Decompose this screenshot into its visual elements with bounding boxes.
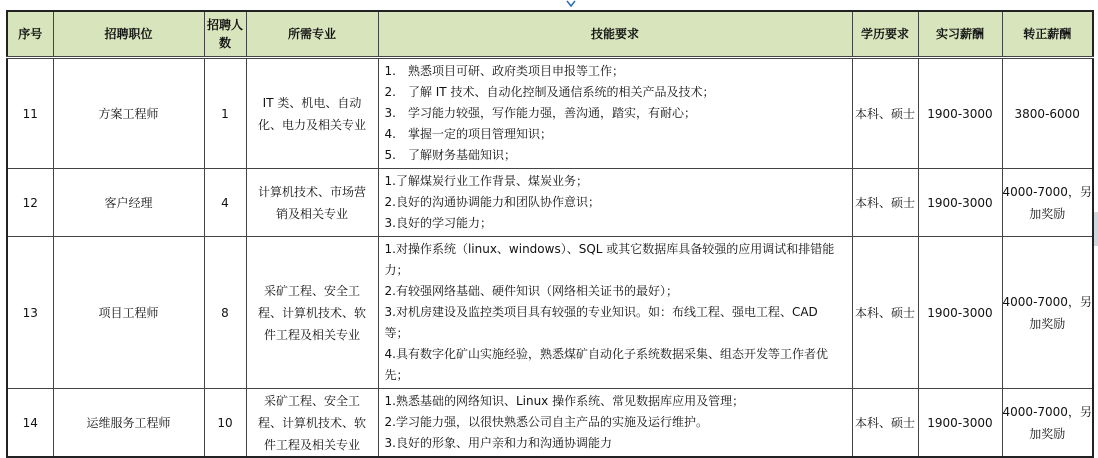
cell-count: 10: [204, 389, 246, 458]
cell-intern-salary: 1900-3000: [918, 58, 1002, 169]
header-count: 招聘人数: [204, 11, 246, 58]
skill-line: 1.了解煤炭行业工作背景、煤炭业务；: [384, 174, 588, 188]
cell-seq: 13: [7, 237, 53, 389]
header-skills: 技能要求: [378, 11, 852, 58]
cell-skills: [378, 169, 852, 237]
skill-line: 1.对操作系统（linux、windows）、SQL 或其它数据库具备较强的应用调试和排错能力；: [384, 242, 835, 277]
cell-seq: 12: [7, 169, 53, 237]
recruitment-table-container: [6, 10, 1094, 458]
skill-line: 2.学习能力强，以很快熟悉公司自主产品的实施及运行维护。: [384, 415, 708, 429]
cell-seq: 14: [7, 389, 53, 458]
cell-count: 8: [204, 237, 246, 389]
skill-line: 3. 学习能力较强，写作能力强，善沟通，踏实，有耐心；: [384, 106, 696, 120]
cell-count: 4: [204, 169, 246, 237]
cell-skills: [378, 58, 852, 169]
skill-line: 2.良好的沟通协调能力和团队协作意识；: [384, 195, 600, 209]
cell-education: 本科、硕士: [852, 237, 918, 389]
skill-line: 3.良好的学习能力；: [384, 216, 492, 230]
cell-regular-salary: 4000-7000，另加奖励: [1002, 237, 1093, 389]
cell-intern-salary: 1900-3000: [918, 389, 1002, 458]
skill-line: 2.有较强网络基础、硬件知识（网络相关证书的最好）；: [384, 284, 678, 298]
table-row: [7, 169, 1093, 237]
skill-line: 4. 掌握一定的项目管理知识；: [384, 127, 552, 141]
header-row: [7, 11, 1093, 58]
header-regular-salary: 转正薪酬: [1002, 11, 1093, 58]
header-intern-salary: 实习薪酬: [918, 11, 1002, 58]
header-seq: 序号: [7, 11, 53, 58]
skill-line: 1.熟悉基础的网络知识、Linux 操作系统、常见数据库应用及管理；: [384, 394, 745, 408]
cell-education: 本科、硕士: [852, 389, 918, 458]
cell-major: 采矿工程、安全工程、计算机技术、软件工程及相关专业: [246, 237, 378, 389]
skill-line: 4.具有数字化矿山实施经验，熟悉煤矿自动化子系统数据采集、组态开发等工作者优先；: [384, 347, 828, 382]
cell-position: 运维服务工程师: [53, 389, 204, 458]
skill-line: 3.对机房建设及监控类项目具有较强的专业知识。如：布线工程、强电工程、CAD 等；: [384, 305, 818, 340]
cell-regular-salary: 4000-7000，另加奖励: [1002, 169, 1093, 237]
cell-major: IT 类、机电、自动化、电力及相关专业: [246, 58, 378, 169]
cell-intern-salary: 1900-3000: [918, 169, 1002, 237]
cell-position: 方案工程师: [53, 58, 204, 169]
cell-regular-salary: 4000-7000，另加奖励: [1002, 389, 1093, 458]
cell-major: 采矿工程、安全工程、计算机技术、软件工程及相关专业: [246, 389, 378, 458]
cell-intern-salary: 1900-3000: [918, 237, 1002, 389]
table-row: [7, 58, 1093, 169]
header-position: 招聘职位: [53, 11, 204, 58]
header-major: 所需专业: [246, 11, 378, 58]
scroll-caret-icon: [566, 0, 576, 8]
table-row: [7, 389, 1093, 458]
header-education: 学历要求: [852, 11, 918, 58]
cell-position: 客户经理: [53, 169, 204, 237]
cell-major: 计算机技术、市场营销及相关专业: [246, 169, 378, 237]
cell-seq: 11: [7, 58, 53, 169]
skill-line: 5. 了解财务基础知识；: [384, 148, 516, 162]
table-row: [7, 237, 1093, 389]
cell-position: 项目工程师: [53, 237, 204, 389]
cell-education: 本科、硕士: [852, 169, 918, 237]
skill-line: 1. 熟悉项目可研、政府类项目申报等工作；: [384, 64, 624, 78]
cell-skills: [378, 389, 852, 458]
cell-count: 1: [204, 58, 246, 169]
skill-line: 3.良好的形象、用户亲和力和沟通协调能力: [384, 436, 612, 450]
skill-line: 2. 了解 IT 技术、自动化控制及通信系统的相关产品及技术；: [384, 85, 715, 99]
recruitment-table: [6, 10, 1094, 458]
cell-skills: [378, 237, 852, 389]
cell-regular-salary: 3800-6000: [1002, 58, 1093, 169]
cell-education: 本科、硕士: [852, 58, 918, 169]
